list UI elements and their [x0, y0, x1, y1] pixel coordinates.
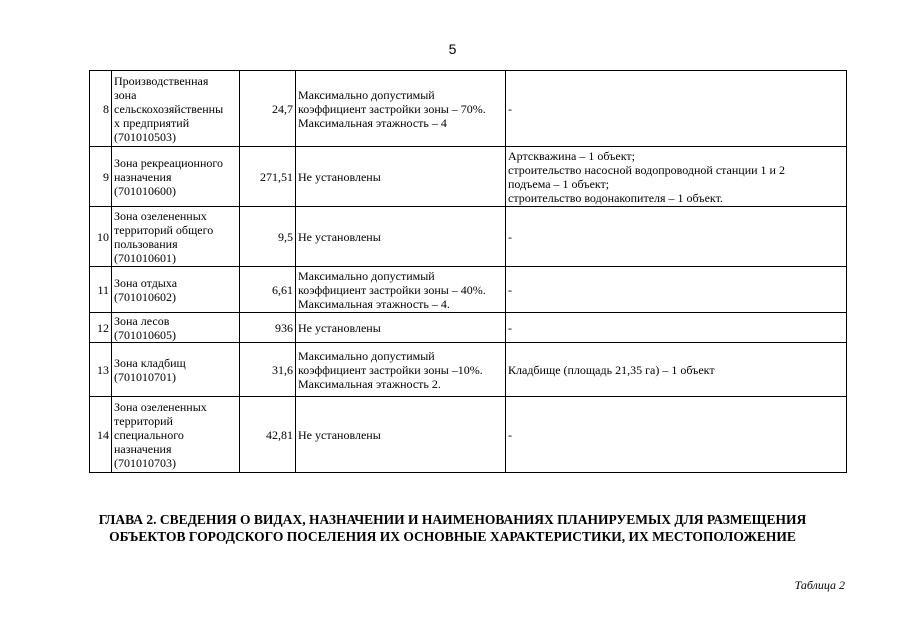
zone-parameters: Не установлены: [296, 207, 506, 267]
zone-name: Зона отдыха (701010602): [112, 267, 240, 313]
row-number: 11: [90, 267, 112, 313]
planned-objects: -: [506, 207, 847, 267]
zone-name: Зона рекреационного назначения (701010600): [112, 147, 240, 207]
chapter-title: ГЛАВА 2. СВЕДЕНИЯ О ВИДАХ, НАЗНАЧЕНИИ И НАИМЕНОВАНИЯХ ПЛАНИРУЕМЫХ ДЛЯ РАЗМЕЩЕНИЯ ОБЪЕКТОВ ГОРОДСКОГО ПОСЕЛЕНИЯ ИХ ОСНОВНЫЕ ХАРАКТЕРИСТИКИ, ИХ МЕСТОПОЛОЖЕНИЕ: [98, 512, 807, 544]
zone-area: 24,7: [240, 71, 296, 147]
zones-table: [89, 70, 847, 473]
zone-name: Зона озелененных территорий общего пользования (701010601): [112, 207, 240, 267]
row-number: 12: [90, 313, 112, 343]
zone-area: 936: [240, 313, 296, 343]
table-row: [90, 267, 847, 313]
planned-objects: Кладбище (площадь 21,35 га) – 1 объект: [506, 343, 847, 397]
planned-objects: -: [506, 71, 847, 147]
table-row: [90, 71, 847, 147]
zone-parameters: Максимально допустимый коэффициент застройки зоны – 40%. Максимальная этажность – 4.: [296, 267, 506, 313]
row-number: 13: [90, 343, 112, 397]
planned-objects: Артскважина – 1 объект; строительство насосной водопроводной станции 1 и 2 подъема – 1 объект; строительство водонакопителя – 1 объект.: [506, 147, 847, 207]
zone-area: 271,51: [240, 147, 296, 207]
planned-objects: -: [506, 313, 847, 343]
planned-objects: -: [506, 397, 847, 473]
page-number: 5: [448, 41, 457, 57]
zone-parameters: Не установлены: [296, 147, 506, 207]
zone-name: Производственная зона сельскохозяйственны х предприятий (701010503): [112, 71, 240, 147]
table-row: [90, 147, 847, 207]
planned-objects: -: [506, 267, 847, 313]
zone-parameters: Не установлены: [296, 313, 506, 343]
zone-area: 6,61: [240, 267, 296, 313]
table-row: [90, 343, 847, 397]
row-number: 10: [90, 207, 112, 267]
zone-area: 31,6: [240, 343, 296, 397]
zone-parameters: Максимально допустимый коэффициент застройки зоны – 70%. Максимальная этажность – 4: [296, 71, 506, 147]
zone-name: Зона озелененных территорий специального назначения (701010703): [112, 397, 240, 473]
table-row: [90, 207, 847, 267]
table-row: [90, 313, 847, 343]
table-caption: Таблица 2: [794, 578, 845, 592]
row-number: 9: [90, 147, 112, 207]
zone-area: 9,5: [240, 207, 296, 267]
zone-name: Зона лесов (701010605): [112, 313, 240, 343]
zone-parameters: Максимально допустимый коэффициент застройки зоны –10%. Максимальная этажность 2.: [296, 343, 506, 397]
row-number: 8: [90, 71, 112, 147]
row-number: 14: [90, 397, 112, 473]
zone-name: Зона кладбищ (701010701): [112, 343, 240, 397]
table-row: [90, 397, 847, 473]
zone-area: 42,81: [240, 397, 296, 473]
zone-parameters: Не установлены: [296, 397, 506, 473]
